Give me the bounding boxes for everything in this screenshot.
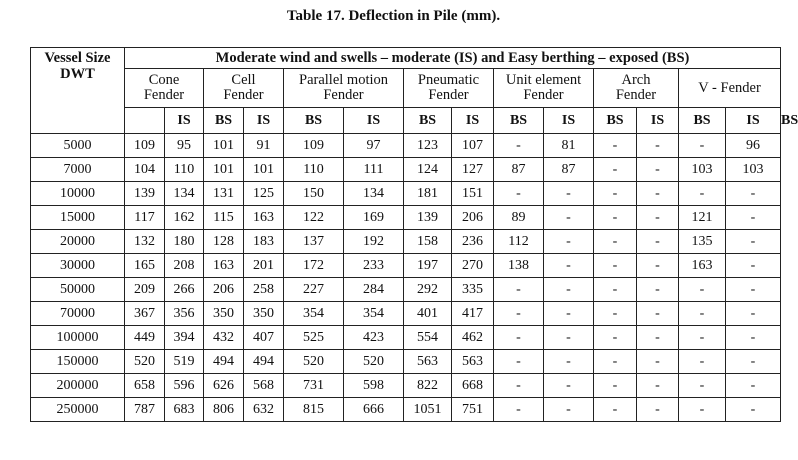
value-cell: 139 (125, 182, 165, 206)
value-cell: 111 (344, 158, 404, 182)
fender-header (284, 69, 404, 108)
table-row (31, 158, 781, 182)
value-cell: 350 (244, 302, 284, 326)
value-cell: 525 (284, 326, 344, 350)
is-subheader: IS (726, 108, 781, 134)
value-cell: 137 (284, 230, 344, 254)
fender-header (594, 69, 679, 108)
value-cell: - (637, 230, 679, 254)
value-cell: 258 (244, 278, 284, 302)
fender-name-line1: Cone (148, 72, 180, 88)
table-row (31, 350, 781, 374)
table-row (31, 254, 781, 278)
value-cell: 520 (344, 350, 404, 374)
value-cell: 236 (452, 230, 494, 254)
value-cell: 568 (244, 374, 284, 398)
value-cell: 81 (544, 134, 594, 158)
value-cell: 423 (344, 326, 404, 350)
dwt-cell: 30000 (31, 254, 125, 278)
value-cell: 125 (244, 182, 284, 206)
value-cell: 751 (452, 398, 494, 422)
value-cell: 87 (494, 158, 544, 182)
dwt-cell: 250000 (31, 398, 125, 422)
value-cell: 101 (204, 134, 244, 158)
value-cell: 270 (452, 254, 494, 278)
value-cell: 123 (404, 134, 452, 158)
value-cell: 180 (165, 230, 204, 254)
header-row-fenders (31, 69, 781, 108)
value-cell: - (679, 302, 726, 326)
dwt-cell: 7000 (31, 158, 125, 182)
value-cell: 104 (125, 158, 165, 182)
value-cell: 554 (404, 326, 452, 350)
value-cell: - (544, 278, 594, 302)
dwt-cell: 100000 (31, 326, 125, 350)
value-cell: - (637, 206, 679, 230)
value-cell: 122 (284, 206, 344, 230)
value-cell: 181 (404, 182, 452, 206)
value-cell: 520 (125, 350, 165, 374)
value-cell: - (679, 278, 726, 302)
value-cell: - (544, 398, 594, 422)
value-cell: - (637, 158, 679, 182)
value-cell: - (594, 398, 637, 422)
value-cell: - (726, 302, 781, 326)
table-row (31, 230, 781, 254)
value-cell: 172 (284, 254, 344, 278)
value-cell: 806 (204, 398, 244, 422)
value-cell: - (726, 398, 781, 422)
value-cell: 632 (244, 398, 284, 422)
fender-header (204, 69, 284, 108)
vessel-size-header (31, 48, 125, 134)
value-cell: - (594, 302, 637, 326)
value-cell: 626 (204, 374, 244, 398)
condition-header: Moderate wind and swells – moderate (IS) and Easy berthing – exposed (BS) (125, 48, 781, 69)
value-cell: - (544, 182, 594, 206)
fender-name-line2: Fender (323, 87, 364, 103)
value-cell: 356 (165, 302, 204, 326)
value-cell: 165 (125, 254, 165, 278)
value-cell: 91 (244, 134, 284, 158)
fender-name-line1: Unit element (505, 72, 582, 88)
value-cell: 192 (344, 230, 404, 254)
value-cell: 110 (165, 158, 204, 182)
value-cell: 519 (165, 350, 204, 374)
value-cell: - (544, 230, 594, 254)
value-cell: 598 (344, 374, 404, 398)
dwt-cell: 50000 (31, 278, 125, 302)
table-row (31, 326, 781, 350)
value-cell: 822 (404, 374, 452, 398)
value-cell: 520 (284, 350, 344, 374)
value-cell: - (594, 134, 637, 158)
value-cell: - (544, 326, 594, 350)
fender-name-line2: Fender (143, 87, 185, 103)
value-cell: - (544, 254, 594, 278)
dwt-cell: 70000 (31, 302, 125, 326)
value-cell: 815 (284, 398, 344, 422)
table-row (31, 278, 781, 302)
value-cell: - (637, 278, 679, 302)
is-subheader: IS (637, 108, 679, 134)
value-cell: 132 (125, 230, 165, 254)
value-cell: 350 (204, 302, 244, 326)
fender-name-line1: Arch (621, 72, 651, 88)
value-cell: 563 (452, 350, 494, 374)
value-cell: 354 (284, 302, 344, 326)
value-cell: - (594, 206, 637, 230)
value-cell: 103 (679, 158, 726, 182)
value-cell: 163 (244, 206, 284, 230)
value-cell: 208 (165, 254, 204, 278)
value-cell: 109 (125, 134, 165, 158)
value-cell: - (494, 326, 544, 350)
value-cell: - (544, 350, 594, 374)
dwt-cell: 10000 (31, 182, 125, 206)
value-cell: - (594, 158, 637, 182)
value-cell: 107 (452, 134, 494, 158)
value-cell: 494 (204, 350, 244, 374)
value-cell: 134 (344, 182, 404, 206)
table-row (31, 206, 781, 230)
value-cell: 209 (125, 278, 165, 302)
value-cell: - (726, 182, 781, 206)
value-cell: - (594, 182, 637, 206)
value-cell: 112 (494, 230, 544, 254)
value-cell: - (726, 326, 781, 350)
value-cell: 134 (165, 182, 204, 206)
value-cell: 103 (726, 158, 781, 182)
value-cell: 127 (452, 158, 494, 182)
value-cell: 101 (204, 158, 244, 182)
value-cell: - (594, 230, 637, 254)
value-cell: - (544, 302, 594, 326)
bs-subheader: BS (284, 108, 344, 134)
value-cell: - (637, 398, 679, 422)
value-cell: 96 (726, 134, 781, 158)
value-cell: 163 (679, 254, 726, 278)
value-cell: 163 (204, 254, 244, 278)
table-body (31, 48, 798, 422)
fender-name-line2: Fender (223, 87, 264, 103)
value-cell: - (544, 206, 594, 230)
dwt-cell: 200000 (31, 374, 125, 398)
is-subheader: IS (452, 108, 494, 134)
value-cell: - (594, 374, 637, 398)
value-cell: 89 (494, 206, 544, 230)
value-cell: 432 (204, 326, 244, 350)
dwt-label: DWT (60, 66, 95, 82)
bs-subheader: BS (494, 108, 544, 134)
value-cell: 158 (404, 230, 452, 254)
value-cell: 109 (284, 134, 344, 158)
value-cell: 394 (165, 326, 204, 350)
value-cell: 284 (344, 278, 404, 302)
value-cell: - (726, 230, 781, 254)
value-cell: 668 (452, 374, 494, 398)
value-cell: 367 (125, 302, 165, 326)
value-cell: - (594, 278, 637, 302)
value-cell: - (637, 182, 679, 206)
fender-name-line1: Cell (231, 72, 256, 88)
header-row-is-bs: IS BS IS BS IS BS IS BS IS BS IS BS IS BS (31, 108, 781, 134)
value-cell: 292 (404, 278, 452, 302)
fender-name-line1: Parallel motion (299, 72, 388, 88)
deflection-table (30, 47, 798, 422)
value-cell: 731 (284, 374, 344, 398)
value-cell: 197 (404, 254, 452, 278)
value-cell: - (594, 326, 637, 350)
fender-name-line2: Fender (428, 87, 469, 103)
value-cell: - (679, 326, 726, 350)
fender-header (679, 69, 781, 108)
value-cell: 138 (494, 254, 544, 278)
value-cell: 462 (452, 326, 494, 350)
table-row (31, 134, 781, 158)
value-cell: - (637, 134, 679, 158)
value-cell: 494 (244, 350, 284, 374)
value-cell: - (494, 278, 544, 302)
value-cell: 206 (204, 278, 244, 302)
value-cell: 124 (404, 158, 452, 182)
value-cell: - (637, 374, 679, 398)
value-cell: - (494, 398, 544, 422)
value-cell: 87 (544, 158, 594, 182)
value-cell: - (594, 350, 637, 374)
dwt-cell: 150000 (31, 350, 125, 374)
fender-header (494, 69, 594, 108)
fender-name-line2: Fender (523, 87, 564, 103)
value-cell: - (726, 254, 781, 278)
is-subheader: IS (165, 108, 204, 134)
value-cell: - (679, 350, 726, 374)
value-cell: 128 (204, 230, 244, 254)
value-cell: 563 (404, 350, 452, 374)
value-cell: - (494, 374, 544, 398)
value-cell: 121 (679, 206, 726, 230)
value-cell: 169 (344, 206, 404, 230)
value-cell: 139 (404, 206, 452, 230)
value-cell: - (637, 350, 679, 374)
value-cell: 233 (344, 254, 404, 278)
vessel-size-label: Vessel Size (44, 50, 111, 66)
value-cell: 1051 (404, 398, 452, 422)
table-row (31, 182, 781, 206)
value-cell: - (679, 182, 726, 206)
value-cell: - (726, 206, 781, 230)
value-cell: 658 (125, 374, 165, 398)
value-cell: 201 (244, 254, 284, 278)
value-cell: 131 (204, 182, 244, 206)
value-cell: - (726, 278, 781, 302)
value-cell: - (494, 134, 544, 158)
value-cell: 417 (452, 302, 494, 326)
value-cell: 97 (344, 134, 404, 158)
value-cell: 115 (204, 206, 244, 230)
value-cell: - (726, 374, 781, 398)
value-cell: - (637, 326, 679, 350)
subheader-blank (125, 108, 165, 134)
value-cell: - (637, 254, 679, 278)
value-cell: 151 (452, 182, 494, 206)
fender-header (125, 69, 204, 108)
value-cell: 183 (244, 230, 284, 254)
value-cell: 117 (125, 206, 165, 230)
value-cell: 407 (244, 326, 284, 350)
bs-subheader: BS (594, 108, 637, 134)
value-cell: 135 (679, 230, 726, 254)
value-cell: - (679, 374, 726, 398)
table-row (31, 302, 781, 326)
header-row-condition (31, 48, 781, 69)
value-cell: 449 (125, 326, 165, 350)
value-cell: 101 (244, 158, 284, 182)
value-cell: 666 (344, 398, 404, 422)
value-cell: 787 (125, 398, 165, 422)
value-cell: - (679, 134, 726, 158)
dwt-cell: 20000 (31, 230, 125, 254)
value-cell: 162 (165, 206, 204, 230)
value-cell: 266 (165, 278, 204, 302)
table-title: Table 17. Deflection in Pile (mm). (286, 8, 501, 24)
value-cell: - (637, 302, 679, 326)
fender-name-line1: Pneumatic (417, 72, 480, 88)
dwt-cell: 15000 (31, 206, 125, 230)
table-row (31, 374, 781, 398)
fender-name-line2: Fender (615, 87, 657, 103)
value-cell: - (594, 254, 637, 278)
table-row (31, 398, 781, 422)
value-cell: 150 (284, 182, 344, 206)
value-cell: 335 (452, 278, 494, 302)
value-cell: 596 (165, 374, 204, 398)
value-cell: - (494, 182, 544, 206)
value-cell: - (494, 302, 544, 326)
is-subheader: IS (344, 108, 404, 134)
fender-name-line1: V - Fender (698, 79, 761, 96)
value-cell: - (494, 350, 544, 374)
value-cell: 95 (165, 134, 204, 158)
value-cell: 401 (404, 302, 452, 326)
value-cell: 110 (284, 158, 344, 182)
value-cell: 227 (284, 278, 344, 302)
is-subheader: IS (244, 108, 284, 134)
bs-subheader: BS (679, 108, 726, 134)
fender-header (404, 69, 494, 108)
value-cell: 206 (452, 206, 494, 230)
value-cell: 354 (344, 302, 404, 326)
is-subheader: IS (544, 108, 594, 134)
value-cell: 683 (165, 398, 204, 422)
bs-subheader: BS (404, 108, 452, 134)
bs-subheader: BS (204, 108, 244, 134)
value-cell: - (679, 398, 726, 422)
value-cell: - (544, 374, 594, 398)
value-cell: - (726, 350, 781, 374)
dwt-cell: 5000 (31, 134, 125, 158)
